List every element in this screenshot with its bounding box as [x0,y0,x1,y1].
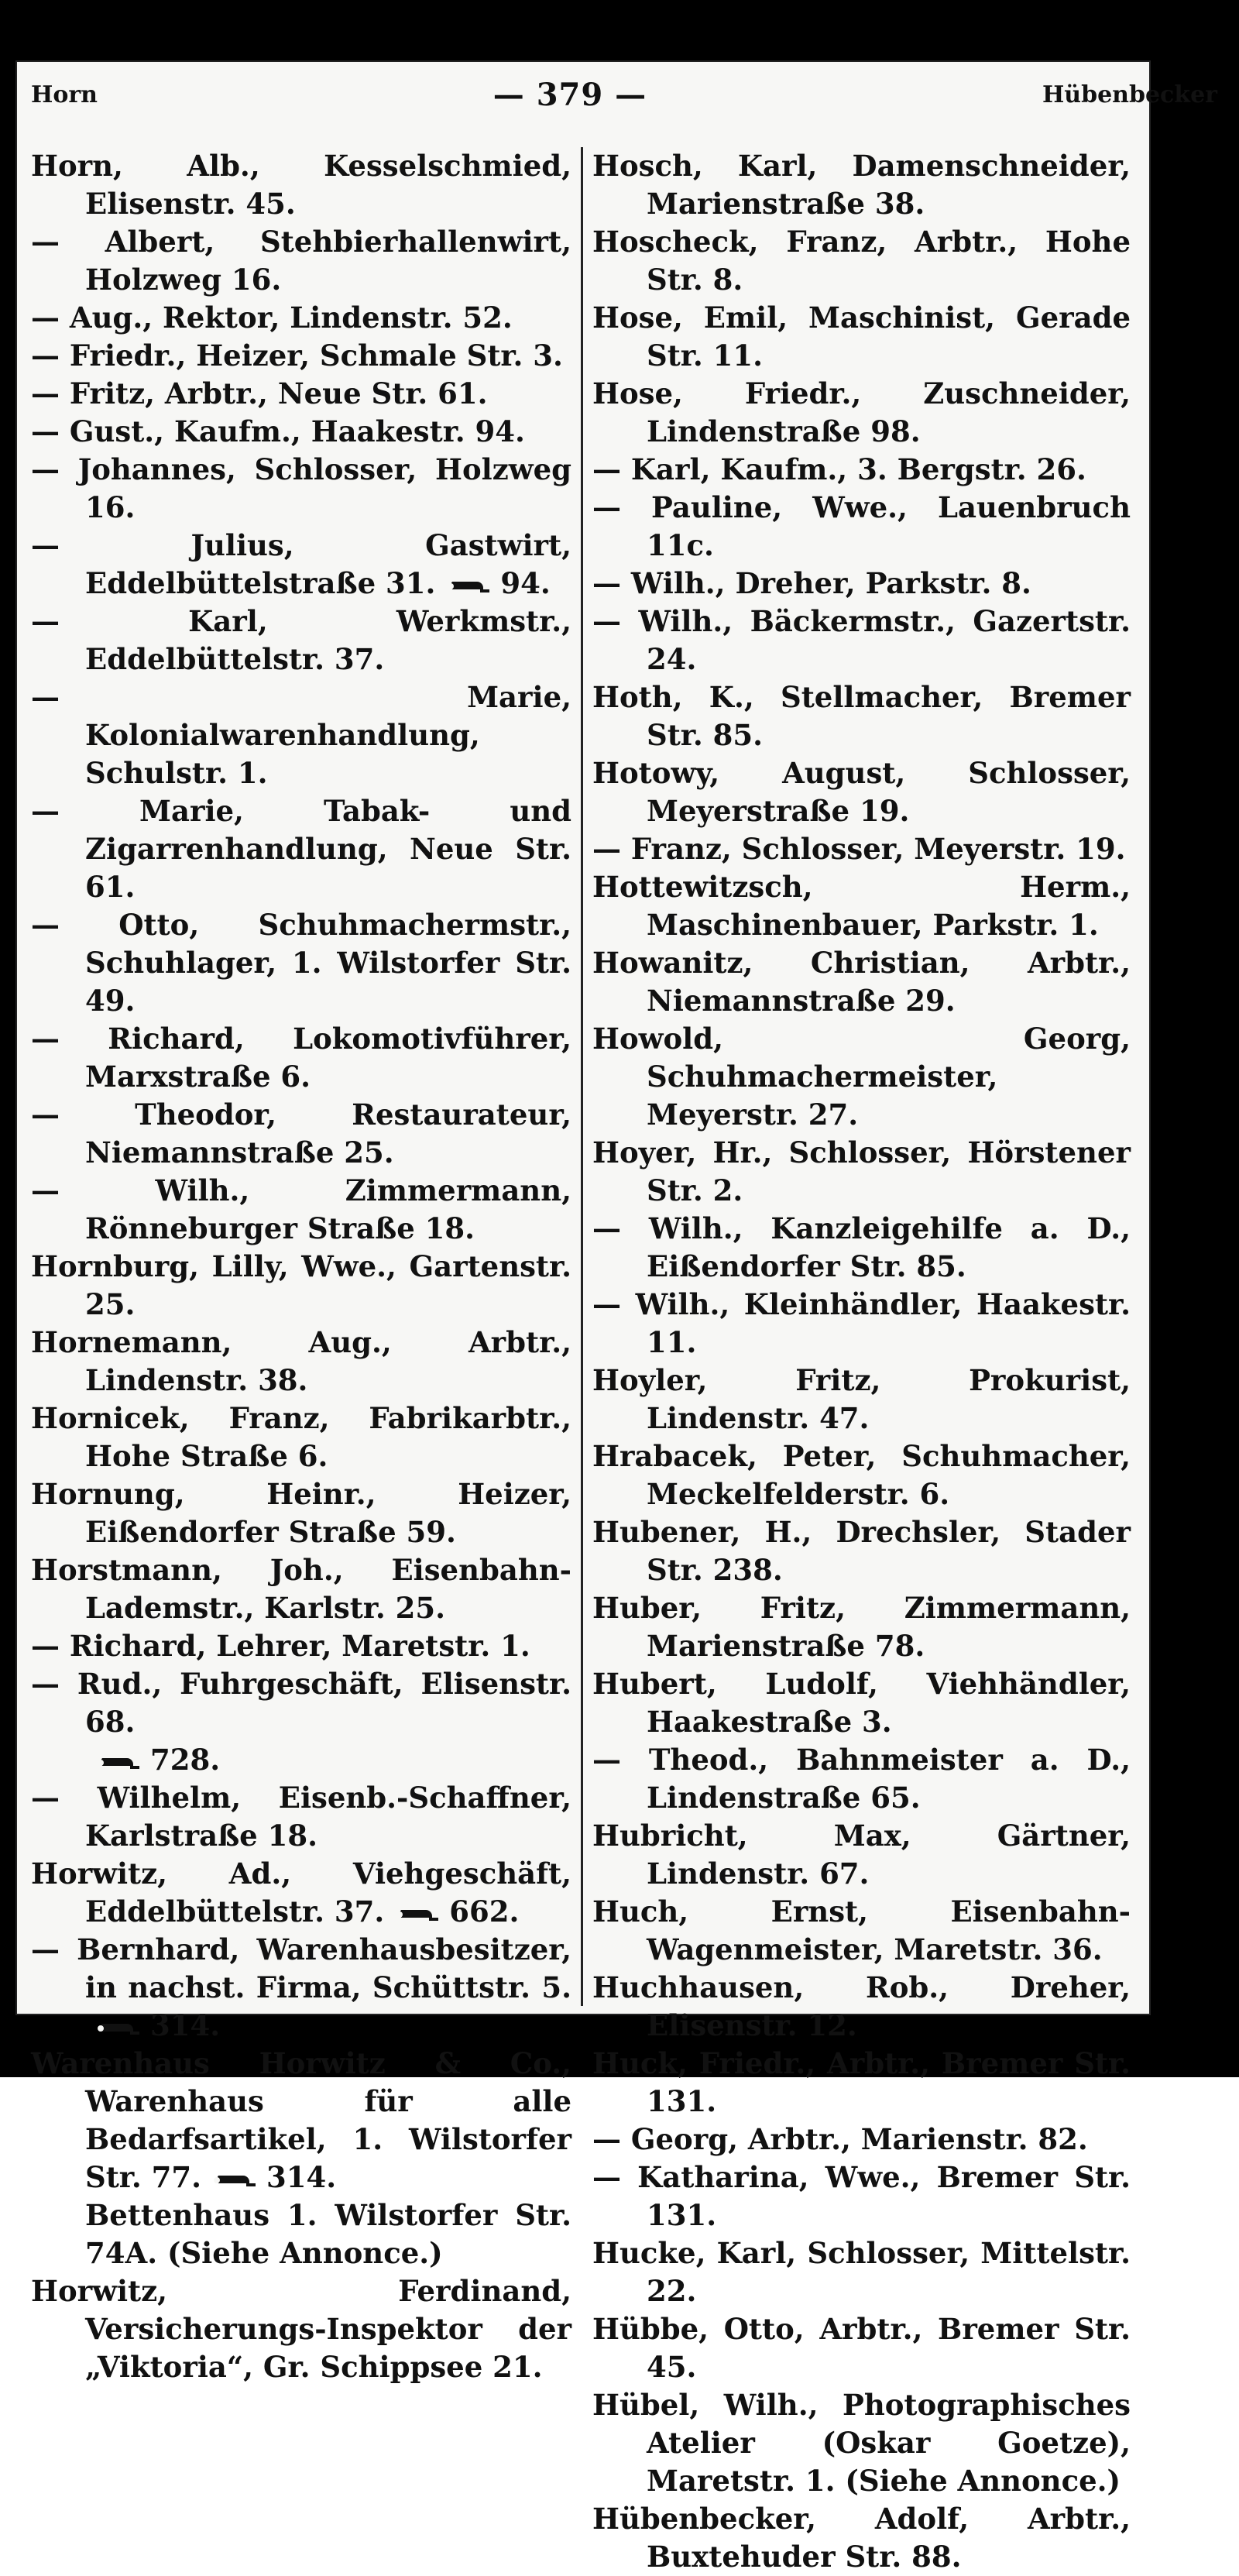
directory-entry [592,1893,1131,1969]
entry-text: — Wilh., Zimmermann, Rönneburger Straße 18. [31,1173,571,1245]
directory-entry [31,375,571,413]
directory-entry [592,1210,1131,1286]
entry-text: — Friedr., Heizer, Schmale Str. 3. [31,338,563,373]
directory-entry [592,944,1131,1020]
directory-entry [592,1134,1131,1210]
directory-entry [592,147,1131,223]
entry-text: — Pauline, Wwe., Lauenbruch 11c. [592,490,1131,562]
entry-text: — Fritz, Arbtr., Neue Str. 61. [31,376,488,410]
entry-text: — Katharina, Wwe., Bremer Str. 131. [592,2160,1131,2232]
directory-entry [592,2234,1131,2310]
entry-text: Hotowy, August, Schlosser, Meyerstraße 19. [592,756,1131,828]
directory-entry [31,1551,571,1627]
directory-entry [31,299,571,337]
entry-text: Hrabacek, Peter, Schuhmacher, Meckelfelderstr. 6. [592,1439,1131,1511]
entry-text: Hoyer, Hr., Schlosser, Hörstener Str. 2. [592,1135,1131,1207]
directory-entry [31,527,571,603]
directory-entry [592,2386,1131,2500]
entry-text: Hoyler, Fritz, Prokurist, Lindenstr. 47. [592,1363,1131,1435]
entry-text: — Wilh., Dreher, Parkstr. 8. [592,566,1031,600]
directory-entry [592,830,1131,868]
directory-entry [31,1665,571,1779]
entry-text: — Marie, Tabak- und Zigarrenhandlung, Neue Str. 61. [31,794,571,904]
entry-text: Horstmann, Joh., Eisenbahn-Lademstr., Karlstr. 25. [31,1553,571,1625]
telephone-symbol-icon [209,2171,259,2190]
telephone-symbol-icon [392,1905,441,1924]
directory-entry [592,1665,1131,1741]
entry-text: — Otto, Schuhmachermstr., Schuhlager, 1. Wilstorfer Str. 49. [31,908,571,1018]
directory-entry [31,678,571,792]
entry-text: Hornburg, Lilly, Wwe., Gartenstr. 25. [31,1249,571,1321]
directory-entry [31,147,571,223]
phone-number: 662. [449,1894,520,1929]
header-right-keyword: Hübenbecker [1042,81,1217,108]
entry-text: Hoth, K., Stellmacher, Bremer Str. 85. [592,680,1131,752]
directory-entry [31,1324,571,1400]
directory-entry [31,906,571,1020]
left-column [31,147,581,2384]
directory-entry [31,1400,571,1475]
phone-number: 314. [266,2160,337,2194]
entry-text: Hottewitzsch, Herm., Maschinenbauer, Parkstr. 1. [592,870,1131,942]
entry-text: — Richard, Lokomotivführer, Marxstraße 6. [31,1022,571,1094]
entry-text: Hornicek, Franz, Fabrikarbtr., Hohe Straße 6. [31,1401,571,1473]
directory-entry [592,565,1131,603]
phone-number: 728. [150,1743,221,1777]
directory-entry [31,2272,571,2386]
directory-entry [31,1779,571,1855]
entry-text: — Theod., Bahnmeister a. D., Lindenstraße 65. [592,1743,1131,1815]
entry-text: Huchhausen, Rob., Dreher, Elisenstr. 12. [592,1970,1131,2042]
directory-entry [31,1627,571,1665]
telephone-symbol-icon [93,2019,142,2038]
directory-entry [592,1362,1131,1437]
directory-entry [31,1475,571,1551]
entry-text: — Georg, Arbtr., Marienstr. 82. [592,2122,1088,2156]
directory-entry [31,1931,571,2045]
entry-text: Hose, Friedr., Zuschneider, Lindenstraße 98. [592,376,1131,448]
directory-entry [31,413,571,451]
entry-text: — Rud., Fuhrgeschäft, Elisenstr. 68. [31,1667,571,1739]
page-number: — 379 — [493,76,647,113]
entry-text: — Albert, Stehbierhallenwirt, Holzweg 16. [31,225,571,297]
directory-entry [31,1096,571,1172]
telephone-symbol-icon [443,577,493,596]
directory-entry [592,223,1131,299]
directory-entry [592,603,1131,678]
entry-text: — Wilh., Kanzleigehilfe a. D., Eißendorfer Str. 85. [592,1211,1131,1283]
entry-text: Hubener, H., Drechsler, Stader Str. 238. [592,1515,1131,1587]
directory-entry [31,1855,571,1931]
directory-entry [592,2121,1131,2159]
entry-text: Horwitz, Ad., Viehgeschäft, Eddelbüttelstr. 37. [31,1856,571,1929]
entry-text: Hoscheck, Franz, Arbtr., Hohe Str. 8. [592,225,1131,297]
directory-entry [31,223,571,299]
directory-entry [592,489,1131,565]
directory-columns [31,147,1131,2574]
directory-entry [31,2045,571,2196]
entry-text: Horwitz, Ferdinand, Versicherungs-Inspektor der „Viktoria“, Gr. Schippsee 21. [31,2274,571,2384]
entry-text: Huck, Friedr., Arbtr., Bremer Str. 131. [592,2046,1131,2118]
entry-text: — Aug., Rektor, Lindenstr. 52. [31,301,513,335]
phone-number: 314. [150,2008,221,2042]
telephone-symbol-icon [93,1753,142,1772]
entry-text: Hübel, Wilh., Photographisches Atelier (Oskar Goetze), Maretstr. 1. (Siehe Annonce.) [592,2388,1131,2498]
directory-entry [592,1741,1131,1817]
entry-text: — Marie, Kolonialwarenhandlung, Schulstr. 1. [31,680,571,790]
directory-entry [31,337,571,375]
entry-text: Bettenhaus 1. Wilstorfer Str. 74A. (Siehe Annonce.) [85,2198,571,2270]
entry-text: — Theodor, Restaurateur, Niemannstraße 25. [31,1097,571,1170]
directory-entry [592,1286,1131,1362]
directory-entry [31,603,571,678]
directory-entry [31,1020,571,1096]
entry-text: Hübenbecker, Adolf, Arbtr., Buxtehuder Str. 88. [592,2502,1131,2574]
entry-text: Hose, Emil, Maschinist, Gerade Str. 11. [592,301,1131,373]
entry-text: — Bernhard, Warenhausbesitzer, in nachst. Firma, Schüttstr. 5. [31,1932,571,2004]
directory-entry [592,1437,1131,1513]
directory-entry [592,1513,1131,1589]
directory-entry [592,1969,1131,2045]
entry-text: Hosch, Karl, Damenschneider, Marienstraße 38. [592,149,1131,221]
right-column [581,147,1131,2574]
directory-entry [592,2045,1131,2121]
entry-text: — Wilh., Kleinhändler, Haakestr. 11. [592,1287,1131,1359]
entry-text: Hubert, Ludolf, Viehhändler, Haakestraße 3. [592,1667,1131,1739]
entry-text: Hübbe, Otto, Arbtr., Bremer Str. 45. [592,2312,1131,2384]
directory-entry [592,1817,1131,1893]
entry-text: Warenhaus Horwitz & Co., Warenhaus für alle Bedarfsartikel, 1. Wilstorfer Str. 77. [31,2046,571,2194]
directory-entry [592,1020,1131,1134]
entry-text: — Julius, Gastwirt, Eddelbüttelstraße 31. [31,528,571,600]
entry-text: — Karl, Werkmstr., Eddelbüttelstr. 37. [31,604,571,676]
directory-entry [31,1248,571,1324]
entry-text: — Richard, Lehrer, Maretstr. 1. [31,1629,530,1663]
entry-text: Huch, Ernst, Eisenbahn-Wagenmeister, Maretstr. 36. [592,1894,1131,1966]
entry-text: Hornemann, Aug., Arbtr., Lindenstr. 38. [31,1325,571,1397]
entry-text: — Karl, Kaufm., 3. Bergstr. 26. [592,452,1086,486]
header-left-keyword: Horn [31,81,98,108]
entry-text: Hubricht, Max, Gärtner, Lindenstr. 67. [592,1819,1131,1891]
directory-entry [592,375,1131,451]
entry-text: Howold, Georg, Schuhmachermeister, Meyerstr. 27. [592,1022,1131,1132]
directory-entry [592,678,1131,754]
entry-text: — Gust., Kaufm., Haakestr. 94. [31,414,525,448]
entry-text: Hornung, Heinr., Heizer, Eißendorfer Straße 59. [31,1477,571,1549]
directory-entry [592,451,1131,489]
directory-entry [592,2159,1131,2234]
directory-entry [31,2196,571,2272]
directory-entry [592,2500,1131,2576]
entry-text: — Wilh., Bäckermstr., Gazertstr. 24. [592,604,1131,676]
page-header [31,77,1217,112]
phone-number: 94. [500,566,551,600]
entry-text: Horn, Alb., Kesselschmied, Elisenstr. 45. [31,149,571,221]
directory-entry [592,1589,1131,1665]
directory-entry [592,754,1131,830]
entry-text: Huber, Fritz, Zimmermann, Marienstraße 78. [592,1591,1131,1663]
entry-text: Howanitz, Christian, Arbtr., Niemannstraße 29. [592,946,1131,1018]
directory-entry [31,451,571,527]
entry-text: — Franz, Schlosser, Meyerstr. 19. [592,832,1126,866]
directory-entry [592,2310,1131,2386]
directory-entry [592,868,1131,944]
directory-entry [592,299,1131,375]
entry-text: — Wilhelm, Eisenb.-Schaffner, Karlstraße 18. [31,1781,571,1853]
directory-entry [31,792,571,906]
entry-text: Hucke, Karl, Schlosser, Mittelstr. 22. [592,2236,1131,2308]
directory-entry [31,1172,571,1248]
entry-text: — Johannes, Schlosser, Holzweg 16. [31,452,571,524]
